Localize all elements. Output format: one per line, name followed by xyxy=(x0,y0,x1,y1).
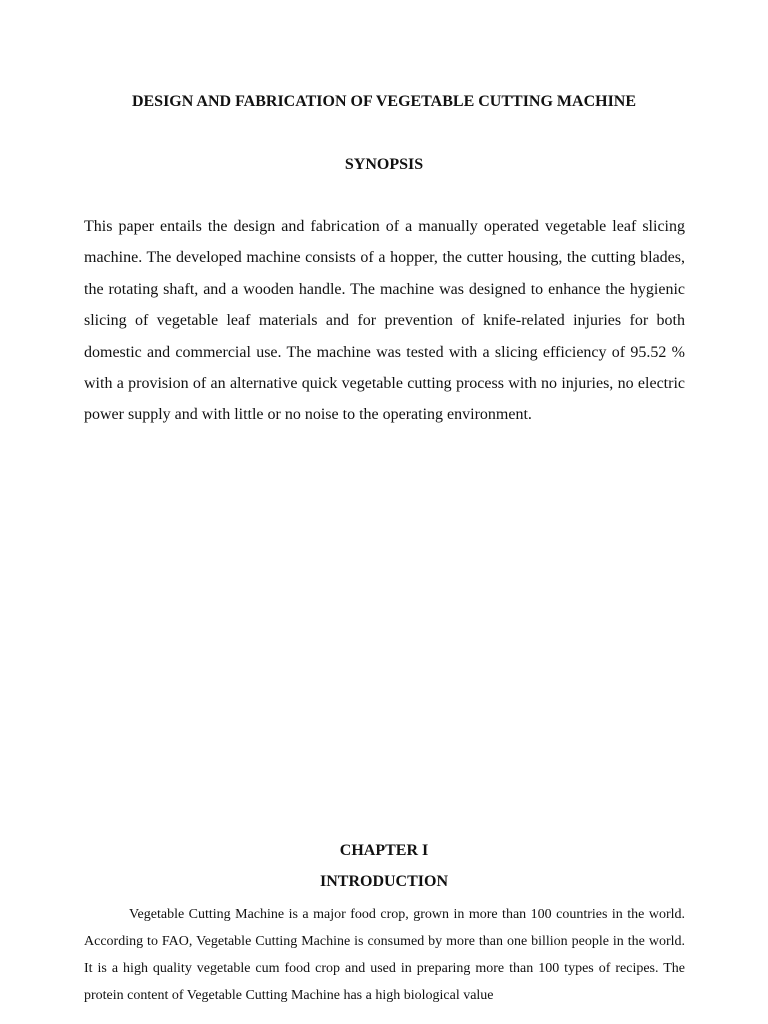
chapter-number-heading: CHAPTER I xyxy=(339,842,429,859)
document-title: DESIGN AND FABRICATION OF VEGETABLE CUTTING MACHINE xyxy=(131,93,637,110)
synopsis-heading: SYNOPSIS xyxy=(344,156,424,173)
chapter-title-heading: INTRODUCTION xyxy=(319,873,448,890)
synopsis-paragraph: This paper entails the design and fabrication of a manually operated vegetable leaf slicing machine. The developed machine consists of a hopper, the cutter housing, the cutting blades, the rotating shaft, and a wooden handle. The machine was designed to enhance the hygienic slicing of vegetable leaf materials and for prevention of knife-related injuries for both domestic and commercial use. The machine was tested with a slicing efficiency of 95.52 % with a provision of an alternative quick vegetable cutting process with no injuries, no electric power supply and with little or no noise to the operating environment. xyxy=(84,218,685,424)
introduction-paragraph: Vegetable Cutting Machine is a major food crop, grown in more than 100 countries in the world. According to FAO, Vegetable Cutting Machine is consumed by more than one billion people in the world. It is a high quality vegetable cum food crop and used in preparing more than 100 types of recipes. The protein content of Vegetable Cutting Machine has a high biological value xyxy=(84,907,685,1003)
